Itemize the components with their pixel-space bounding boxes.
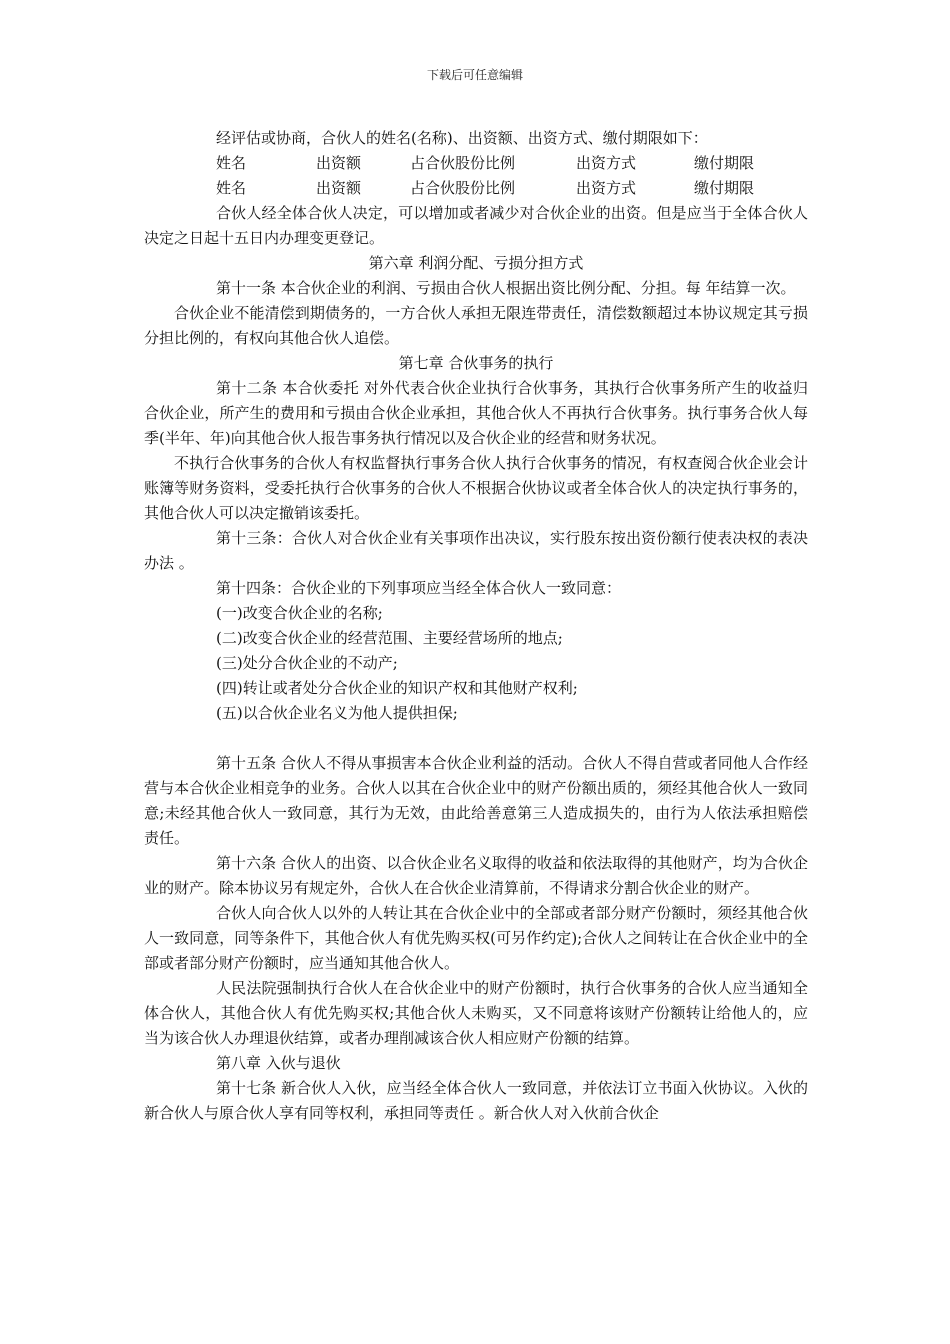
table-header-method: 出资方式 (576, 154, 637, 172)
chapter-8-title: 第八章 入伙与退伙 (216, 1054, 341, 1072)
table-header-row (144, 151, 808, 176)
table-cell-deadline: 缴付期限 (694, 179, 755, 197)
article-14-item-2: (二)改变合伙企业的经营范围、主要经营场所的地点; (216, 629, 563, 647)
intro-paragraph: 经评估或协商，合伙人的姓名(名称)、出资额、出资方式、缴付期限如下： (216, 129, 708, 147)
chapter-7-title: 第七章 合伙事务的执行 (398, 354, 554, 372)
capital-change-paragraph: 合伙人经全体合伙人决定，可以增加或者减少对合伙企业的出资。但是应当于全体合伙人决定之日起十五日内办理变更登记。 (144, 204, 808, 247)
chapter-6-title: 第六章 利润分配、亏损分担方式 (368, 254, 584, 272)
article-12-supervise: 不执行合伙事务的合伙人有权监督执行事务合伙人执行合伙事务的情况，有权查阅合伙企业会计账簿等财务资料，受委托执行合伙事务的合伙人不根据合伙协议或者全体合伙人的决定执行事务的，其他合伙人可以决定撤销该委托。 (144, 454, 808, 522)
article-17: 第十七条 新合伙人入伙，应当经全体合伙人一致同意，并依法订立书面入伙协议。入伙的新合伙人与原合伙人享有同等权利，承担同等责任 。新合伙人对入伙前合伙企 (144, 1079, 808, 1122)
article-14-item-5: (五)以合伙企业名义为他人提供担保; (216, 704, 458, 722)
table-cell-share: 占合伙股份比例 (410, 179, 516, 197)
table-header-share: 占合伙股份比例 (410, 154, 516, 172)
table-header-amount: 出资额 (316, 154, 362, 172)
article-13: 第十三条：合伙人对合伙企业有关事项作出决议，实行股东按出资份额行使表决权的表决办法 。 (144, 529, 808, 572)
article-14-item-1: (一)改变合伙企业的名称; (216, 604, 383, 622)
article-11-debt: 合伙企业不能清偿到期债务的，一方合伙人承担无限连带责任，清偿数额超过本协议规定其亏损分担比例的，有权向其他合伙人追偿。 (144, 304, 808, 347)
article-12: 第十二条 本合伙委托 对外代表合伙企业执行合伙事务，其执行合伙事务所产生的收益归合伙企业，所产生的费用和亏损由合伙企业承担，其他合伙人不再执行合伙事务。执行事务合伙人每季(半年、年)向其他合伙人报告事务执行情况以及合伙企业的经营和财务状况。 (144, 379, 808, 447)
table-cell-amount: 出资额 (316, 179, 362, 197)
article-16-court: 人民法院强制执行合伙人在合伙企业中的财产份额时，执行合伙事务的合伙人应当通知全体合伙人，其他合伙人有优先购买权;其他合伙人未购买，又不同意将该财产份额转让给他人的，应当为该合伙人办理退伙结算，或者办理削减该合伙人相应财产份额的结算。 (144, 979, 808, 1047)
table-header-deadline: 缴付期限 (694, 154, 755, 172)
table-cell-method: 出资方式 (576, 179, 637, 197)
blank-line (144, 726, 808, 751)
article-16-transfer: 合伙人向合伙人以外的人转让其在合伙企业中的全部或者部分财产份额时，须经其他合伙人一致同意，同等条件下，其他合伙人有优先购买权(可另作约定);合伙人之间转让在合伙企业中的全部或者部分财产份额时，应当通知其他合伙人。 (144, 904, 808, 972)
article-11: 第十一条 本合伙企业的利润、亏损由合伙人根据出资比例分配、分担。每 年结算一次。 (216, 279, 796, 297)
article-14: 第十四条：合伙企业的下列事项应当经全体合伙人一致同意： (216, 579, 622, 597)
header-note: 下载后可任意编辑 (426, 68, 523, 82)
article-14-item-4: (四)转让或者处分合伙企业的知识产权和其他财产权利; (216, 679, 578, 697)
table-header-name: 姓名 (216, 154, 247, 172)
article-14-item-3: (三)处分合伙企业的不动产; (216, 654, 398, 672)
article-15: 第十五条 合伙人不得从事损害本合伙企业利益的活动。合伙人不得自营或者同他人合作经营与本合伙企业相竞争的业务。合伙人以其在合伙企业中的财产份额出质的，须经其他合伙人一致同意;未经其他合伙人一致同意，其行为无效，由此给善意第三人造成损失的，由行为人依法承担赔偿责任。 (144, 754, 808, 847)
article-16: 第十六条 合伙人的出资、以合伙企业名义取得的收益和依法取得的其他财产，均为合伙企业的财产。除本协议另有规定外，合伙人在合伙企业清算前，不得请求分割合伙企业的财产。 (144, 854, 808, 897)
document-body (144, 126, 808, 1126)
table-row (144, 176, 808, 201)
table-cell-name: 姓名 (216, 179, 247, 197)
